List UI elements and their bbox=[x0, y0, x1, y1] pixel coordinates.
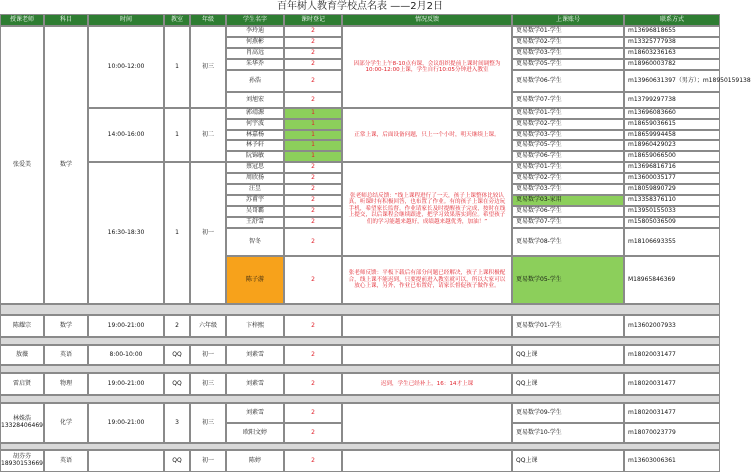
session-room: 1 bbox=[164, 108, 190, 162]
account-cell: 更易数学01-学生 bbox=[512, 315, 624, 337]
hours-cell: 2 bbox=[284, 37, 342, 48]
hours-cell: 2 bbox=[284, 345, 342, 365]
hours-cell: 1 bbox=[284, 119, 342, 130]
account-cell: 更易数学10-学生 bbox=[512, 423, 624, 443]
hours-cell: 2 bbox=[284, 450, 342, 472]
session-room: 1 bbox=[164, 26, 190, 108]
hours-cell: 1 bbox=[284, 140, 342, 151]
account-cell: 更易数学01-学生 bbox=[512, 162, 624, 173]
separator-row bbox=[0, 304, 720, 315]
phone-cell: m13358376110 bbox=[624, 195, 720, 206]
teacher-cell bbox=[0, 450, 44, 472]
feedback-empty bbox=[342, 315, 512, 337]
account-cell: 更易数学01-学生 bbox=[512, 26, 624, 37]
session-grade: 初一 bbox=[190, 162, 226, 304]
header-contact: 联系方式 bbox=[624, 14, 720, 26]
phone-cell: m18659994458 bbox=[624, 130, 720, 140]
account-cell: 更易数学03-学生 bbox=[512, 130, 624, 140]
phone-cell: m13950155033 bbox=[624, 206, 720, 217]
phone-cell: m13325777938 bbox=[624, 37, 720, 48]
phone-cell: m13603006361 bbox=[624, 450, 720, 472]
phone-cell: m18960429023 bbox=[624, 140, 720, 151]
account-cell: 更易数学03-学生 bbox=[512, 48, 624, 59]
student-name: 刘素雪 bbox=[226, 373, 284, 395]
subject-cell: 物理 bbox=[44, 373, 88, 395]
student-name: 林嘉杨 bbox=[226, 130, 284, 140]
header-feedback: 情况反馈 bbox=[342, 14, 512, 26]
feedback-empty bbox=[342, 450, 512, 472]
session-time bbox=[88, 450, 164, 472]
feedback-note: 张老师总结反馈：“线上课程进行了一天，孩子上课整体比较认真，听课时有积极回答，也布置了作业。有的孩子上课在旁边玩手机，希望家长监督。作业请家长及时提醒孩子完成，按时在线上提交，以后课程会继续跟进，把学习效果落实到位。希望孩子们的学习能越来越好，成绩越来越优秀，加油！” bbox=[342, 162, 512, 256]
hours-cell: 1 bbox=[284, 151, 342, 162]
session-time: 19:00-21:00 bbox=[88, 373, 164, 395]
account-cell: 更易数学02-学生 bbox=[512, 173, 624, 184]
hours-cell: 2 bbox=[284, 206, 342, 217]
phone-cell: m13602007933 bbox=[624, 315, 720, 337]
header-hours: 课时登记 bbox=[284, 14, 342, 26]
phone-cell: m18020031477 bbox=[624, 373, 720, 395]
session-room: 2 bbox=[164, 315, 190, 337]
student-name: 肖高远 bbox=[226, 48, 284, 59]
session-room: 1 bbox=[164, 162, 190, 304]
account-cell: 更易数学03-学生 bbox=[512, 184, 624, 195]
student-name: 孙浩 bbox=[226, 70, 284, 92]
feedback-note: 因部分学生上午8-10点有课，会议组织提前上课时间调整为10:00-12:00上课，学生自行10:05分钟进入教室 bbox=[342, 26, 512, 108]
subject-cell: 英语 bbox=[44, 450, 88, 472]
session-grade: 六年级 bbox=[190, 315, 226, 337]
teacher-name: 张爱美 bbox=[0, 26, 44, 304]
student-name: 吴哥霸 bbox=[226, 206, 284, 217]
phone-cell: m13960631397（男方）；m18950159138 bbox=[624, 70, 720, 92]
student-name: 蔡冠思 bbox=[226, 162, 284, 173]
feedback-note: 迟到，学生已经补上，16：14才上课 bbox=[342, 373, 512, 395]
session-grade: 初三 bbox=[190, 373, 226, 395]
hours-cell: 2 bbox=[284, 70, 342, 92]
student-name: 卞梓熙 bbox=[226, 315, 284, 337]
phone-cell: m13799297738 bbox=[624, 92, 720, 108]
account-cell: 更易数学01-学生 bbox=[512, 108, 624, 119]
account-cell: 更易数学06-学生 bbox=[512, 151, 624, 162]
separator-row bbox=[0, 395, 720, 403]
hours-cell: 2 bbox=[284, 228, 342, 256]
subject-cell: 数学 bbox=[44, 26, 88, 304]
sheet-title: 百年树人教育学校点名表 ——2月2日 bbox=[277, 1, 443, 12]
feedback-empty bbox=[342, 345, 512, 365]
subject-cell: 化学 bbox=[44, 403, 88, 443]
student-name: 何宇波 bbox=[226, 119, 284, 130]
hours-cell: 2 bbox=[284, 184, 342, 195]
header-student: 学生名字 bbox=[226, 14, 284, 26]
session-time: 10:00-12:00 bbox=[88, 26, 164, 108]
subject-cell: 英语 bbox=[44, 345, 88, 365]
hours-cell: 2 bbox=[284, 423, 342, 443]
session-time: 19:00-21:00 bbox=[88, 403, 164, 443]
hours-cell: 2 bbox=[284, 256, 342, 304]
session-room: QQ bbox=[164, 373, 190, 395]
phone-cell: m15805036509 bbox=[624, 217, 720, 228]
phone-cell: m18106693355 bbox=[624, 228, 720, 256]
phone-cell: m18960003782 bbox=[624, 59, 720, 70]
hours-cell: 2 bbox=[284, 403, 342, 423]
account-cell: QQ上课 bbox=[512, 373, 624, 395]
phone-cell: m13696818655 bbox=[624, 26, 720, 37]
session-grade: 初三 bbox=[190, 403, 226, 443]
student-name: 林予轩 bbox=[226, 140, 284, 151]
account-cell: 更易数学05-学生 bbox=[512, 59, 624, 70]
hours-cell: 2 bbox=[284, 195, 342, 206]
account-cell: 更易数学07-学生 bbox=[512, 217, 624, 228]
student-name: 何燕彬 bbox=[226, 37, 284, 48]
student-name: 陈婷 bbox=[226, 450, 284, 472]
phone-cell: m13600035177 bbox=[624, 173, 720, 184]
teacher-name: 胡芬芬 bbox=[12, 453, 31, 461]
student-name: 智冬 bbox=[226, 228, 284, 256]
hours-cell: 2 bbox=[284, 92, 342, 108]
hours-cell: 2 bbox=[284, 59, 342, 70]
session-room: QQ bbox=[164, 450, 190, 472]
student-name: 周欣扬 bbox=[226, 173, 284, 184]
phone-cell: m18020031477 bbox=[624, 345, 720, 365]
session-grade: 初一 bbox=[190, 450, 226, 472]
teacher-phone: 13328406469 bbox=[1, 422, 43, 429]
account-cell: 更易数学08-学生 bbox=[512, 228, 624, 256]
account-cell: 更易数学05-学生 bbox=[512, 256, 624, 304]
student-name: 苏甫宇 bbox=[226, 195, 284, 206]
phone-cell: m13696083660 bbox=[624, 108, 720, 119]
separator-row bbox=[0, 365, 720, 373]
session-grade: 初三 bbox=[190, 26, 226, 108]
teacher-cell bbox=[0, 403, 44, 443]
student-name: 王舒雪 bbox=[226, 217, 284, 228]
account-cell: 更易数学06-学生 bbox=[512, 70, 624, 92]
student-name: 郭靖源 bbox=[226, 108, 284, 119]
student-name: 李玲迪 bbox=[226, 26, 284, 37]
account-cell: 更易数学03-家用 bbox=[512, 195, 624, 206]
header-grade: 年级 bbox=[190, 14, 226, 26]
session-time: 14:00-16:00 bbox=[88, 108, 164, 162]
teacher-name: 敖薇 bbox=[0, 345, 44, 365]
hours-cell: 2 bbox=[284, 162, 342, 173]
student-name: 陈子游 bbox=[226, 256, 284, 304]
feedback-note: 正常上课，后面设备问题，只上一个小时，明天继续上课。 bbox=[342, 108, 512, 162]
hours-cell: 2 bbox=[284, 315, 342, 337]
header-subject: 科目 bbox=[44, 14, 88, 26]
account-cell: 更易数学07-学生 bbox=[512, 92, 624, 108]
hours-cell: 2 bbox=[284, 217, 342, 228]
feedback-note: 张老师反馈：平板下载后有部分问题已经解决，孩子上课积极配合，线上课不能迟到，只要提前进入教室就可以，所以大家可以放心上课，另外，作业已布置好，请家长督促孩子做作业。 bbox=[342, 256, 512, 304]
phone-cell: m18659066500 bbox=[624, 151, 720, 162]
phone-cell: m18020031477 bbox=[624, 403, 720, 423]
student-name: 汪昱 bbox=[226, 184, 284, 195]
session-room: QQ bbox=[164, 345, 190, 365]
account-cell: 更易数学02-学生 bbox=[512, 119, 624, 130]
header-time: 时间 bbox=[88, 14, 164, 26]
hours-cell: 2 bbox=[284, 26, 342, 37]
separator-row bbox=[0, 337, 720, 345]
session-grade: 初二 bbox=[190, 108, 226, 162]
hours-cell: 2 bbox=[284, 48, 342, 59]
header-teacher: 授课老师 bbox=[0, 14, 44, 26]
session-time: 8:00-10:00 bbox=[88, 345, 164, 365]
student-name: 刘素雪 bbox=[226, 345, 284, 365]
phone-cell: m18059890729 bbox=[624, 184, 720, 195]
session-time: 16:30-18:30 bbox=[88, 162, 164, 304]
phone-cell: M18965846369 bbox=[624, 256, 720, 304]
teacher-phone: 18930153669 bbox=[1, 460, 43, 467]
feedback-empty bbox=[342, 403, 512, 443]
header-account: 上课账号 bbox=[512, 14, 624, 26]
session-time: 19:00-21:00 bbox=[88, 315, 164, 337]
subject-cell: 数学 bbox=[44, 315, 88, 337]
hours-cell: 2 bbox=[284, 173, 342, 184]
account-cell: QQ上课 bbox=[512, 345, 624, 365]
hours-cell: 2 bbox=[284, 373, 342, 395]
account-cell: 更易数学02-学生 bbox=[512, 37, 624, 48]
student-name: 欧阳文婷 bbox=[226, 423, 284, 443]
student-name: 刘素雪 bbox=[226, 403, 284, 423]
session-grade: 初一 bbox=[190, 345, 226, 365]
teacher-name: 林姝浩 bbox=[12, 415, 31, 423]
hours-cell: 1 bbox=[284, 108, 342, 119]
phone-cell: m18659036615 bbox=[624, 119, 720, 130]
header-room: 教室 bbox=[164, 14, 190, 26]
student-name: 朱华乔 bbox=[226, 59, 284, 70]
teacher-name: 陈耀宗 bbox=[0, 315, 44, 337]
phone-cell: m18603236163 bbox=[624, 48, 720, 59]
hours-cell: 1 bbox=[284, 130, 342, 140]
account-cell: 更易数学09-学生 bbox=[512, 403, 624, 423]
student-name: 刘旭宏 bbox=[226, 92, 284, 108]
separator-row bbox=[0, 443, 720, 450]
phone-cell: m18070023779 bbox=[624, 423, 720, 443]
teacher-name: 雷启贤 bbox=[0, 373, 44, 395]
account-cell: 更易数学05-学生 bbox=[512, 140, 624, 151]
account-cell: QQ上课 bbox=[512, 450, 624, 472]
session-room: 3 bbox=[164, 403, 190, 443]
account-cell: 更易数学06-学生 bbox=[512, 206, 624, 217]
student-name: 阮锦敏 bbox=[226, 151, 284, 162]
phone-cell: m13696816716 bbox=[624, 162, 720, 173]
